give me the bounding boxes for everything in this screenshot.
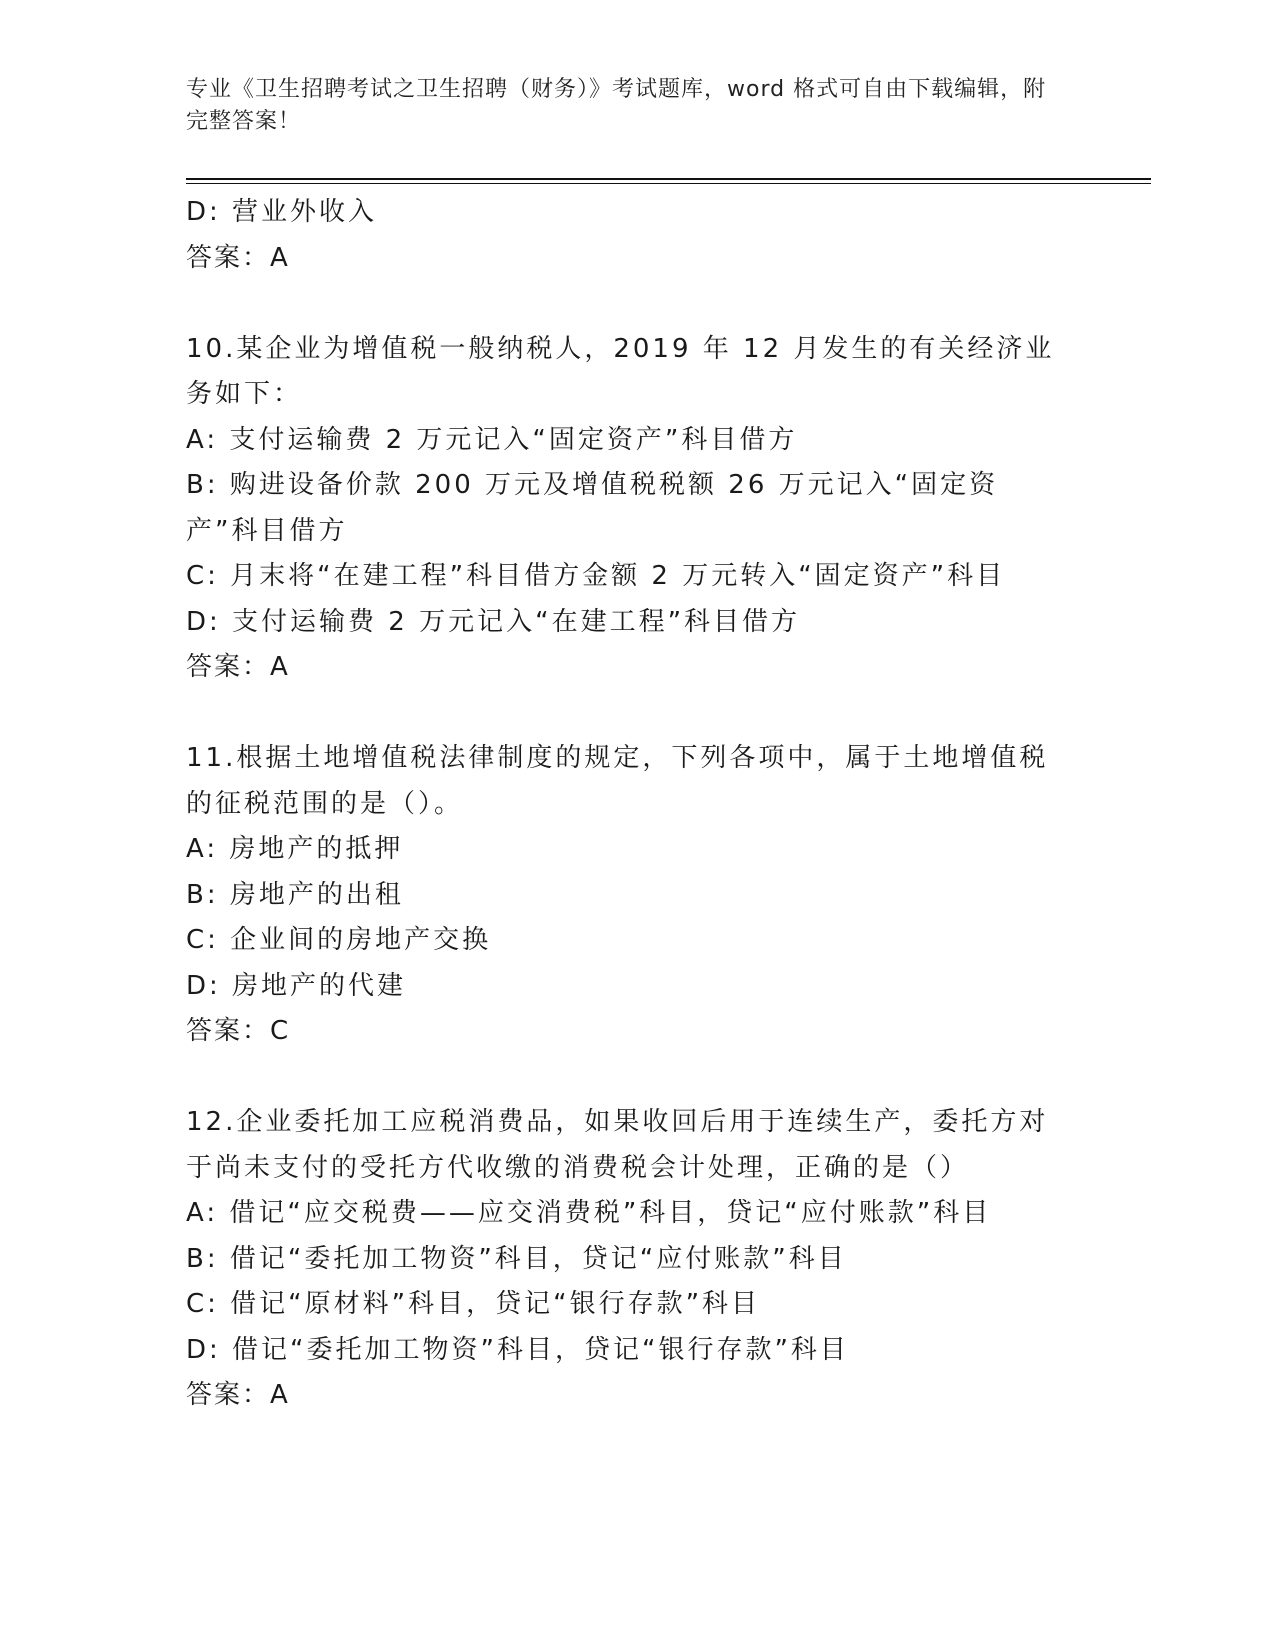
question-content <box>186 190 1086 1419</box>
q12-answer: 答案：A <box>186 1380 290 1410</box>
q11-option-c: C: 企业间的房地产交换 <box>186 925 492 955</box>
q12-option-c: C: 借记“原材料”科目，贷记“银行存款”科目 <box>186 1289 761 1319</box>
q10-stem: 10.某企业为增值税一般纳税人，2019 年 12 月发生的有关经济业务如下： <box>186 333 1055 409</box>
header-rule-thick <box>186 178 1151 180</box>
q12-option-b: B: 借记“委托加工物资”科目，贷记“应付账款”科目 <box>186 1243 847 1274</box>
q10-answer: 答案：A <box>186 652 290 682</box>
q11-answer: 答案：C <box>186 1016 291 1046</box>
q10-option-b: B: 购进设备价款 200 万元及增值税税额 26 万元记入“固定资产”科目借方 <box>186 470 999 546</box>
prev-answer: 答案：A <box>186 242 290 273</box>
q12-option-d: D: 借记“委托加工物资”科目，贷记“银行存款”科目 <box>186 1334 849 1365</box>
q12-stem: 12.企业委托加工应税消费品，如果收回后用于连续生产，委托方对于尚未支付的受托方代收缴的消费税会计处理，正确的是（） <box>186 1107 1049 1183</box>
q10-option-d: D: 支付运输费 2 万元记入“在建工程”科目借方 <box>186 606 801 637</box>
header-rule-thin <box>186 183 1151 184</box>
q10-option-a: A: 支付运输费 2 万元记入“固定资产”科目借方 <box>186 424 798 455</box>
q11-stem: 11.根据土地增值税法律制度的规定，下列各项中，属于土地增值税的征税范围的是（）。 <box>186 743 1049 819</box>
q11-option-d: D: 房地产的代建 <box>186 970 407 1001</box>
q11-option-b: B: 房地产的出租 <box>186 879 404 910</box>
page-header: 专业《卫生招聘考试之卫生招聘（财务）》考试题库，word 格式可自由下载编辑，附完整答案！ <box>186 77 1047 134</box>
prev-option-d: D: 营业外收入 <box>186 197 378 227</box>
q11-option-a: A: 房地产的抵押 <box>186 834 404 864</box>
q12-option-a: A: 借记“应交税费——应交消费税”科目，贷记“应付账款”科目 <box>186 1198 992 1228</box>
q10-option-c: C: 月末将“在建工程”科目借方金额 2 万元转入“固定资产”科目 <box>186 561 1006 591</box>
